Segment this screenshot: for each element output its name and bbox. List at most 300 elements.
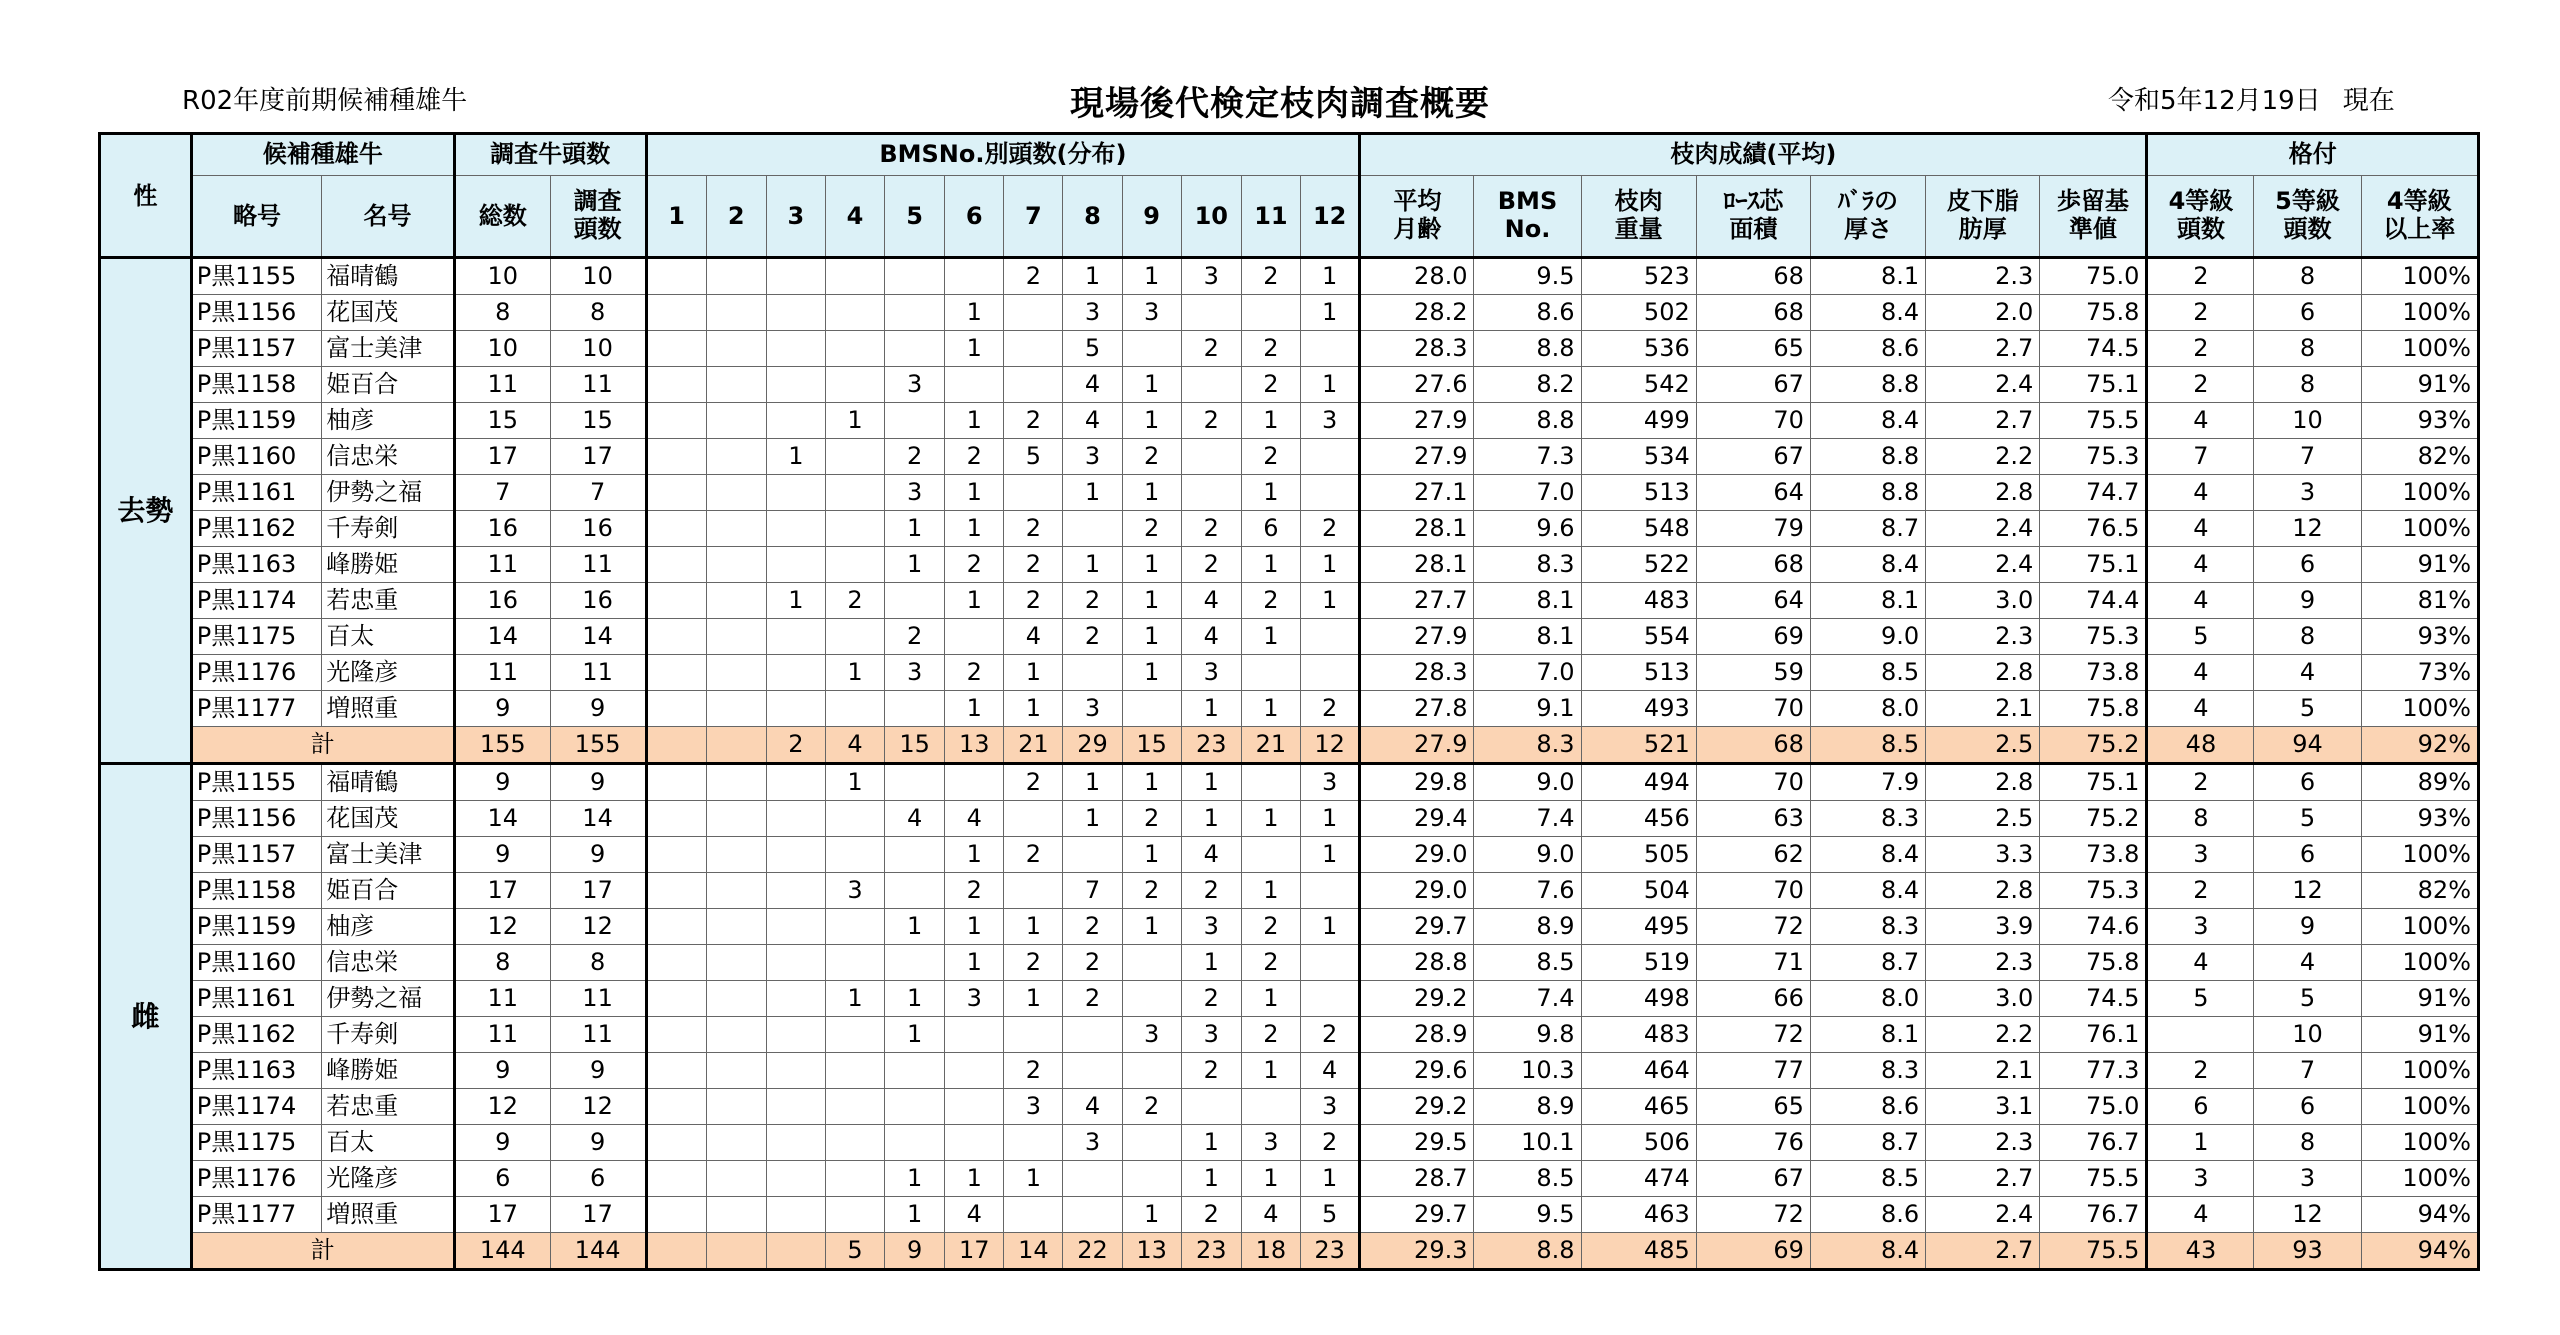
bms-12-count-cell: 1 xyxy=(1301,801,1360,837)
rib-thickness-cell: 8.0 xyxy=(1810,981,1925,1017)
bms-8-count-cell xyxy=(1063,655,1122,691)
yield-cell: 75.0 xyxy=(2040,258,2147,295)
total-count-cell: 9 xyxy=(454,837,550,873)
total-header: 総数 xyxy=(454,176,550,258)
yield-cell: 76.7 xyxy=(2040,1125,2147,1161)
bms-5-count-cell: 1 xyxy=(885,981,945,1017)
sire-name-cell: 柚彦 xyxy=(322,403,455,439)
grade4-plus-rate-cell: 93% xyxy=(2361,801,2478,837)
grade4-plus-rate-cell: 91% xyxy=(2361,981,2478,1017)
bms-3-count-cell xyxy=(766,909,825,945)
bms-4-count-cell xyxy=(825,439,884,475)
bms-7-count-cell: 14 xyxy=(1004,1233,1063,1270)
rib-eye-cell: 64 xyxy=(1696,475,1810,511)
bms-9-count-cell: 1 xyxy=(1122,258,1181,295)
bms-4-count-cell xyxy=(825,1161,884,1197)
bms-2-count-cell xyxy=(706,764,766,801)
sire-abbr-cell: P黒1175 xyxy=(191,1125,322,1161)
bms-2-count-cell xyxy=(706,691,766,727)
rib-thickness-cell: 8.4 xyxy=(1810,873,1925,909)
bms-9-count-cell: 1 xyxy=(1122,403,1181,439)
bms-4-count-cell xyxy=(825,837,884,873)
bms-8-count-cell: 4 xyxy=(1063,367,1122,403)
bms-11-count-cell: 1 xyxy=(1241,1053,1300,1089)
bms-2-count-cell xyxy=(706,583,766,619)
bms-6-count-cell xyxy=(945,764,1004,801)
bms-9-count-cell: 3 xyxy=(1122,295,1181,331)
bms-8-count-cell xyxy=(1063,1017,1122,1053)
bms-4-count-cell: 5 xyxy=(825,1233,884,1270)
sire-name-cell: 若忠重 xyxy=(322,583,455,619)
carcass-weight-cell: 474 xyxy=(1581,1161,1696,1197)
bms-no-cell: 8.9 xyxy=(1474,909,1581,945)
carcass-weight-cell: 519 xyxy=(1581,945,1696,981)
abbr-header: 略号 xyxy=(191,176,322,258)
bms-8-count-cell: 3 xyxy=(1063,1125,1122,1161)
bms-2-count-cell xyxy=(706,727,766,764)
total-label: 計 xyxy=(191,1233,454,1270)
table-row xyxy=(100,1125,2479,1161)
rib-thickness-cell: 8.7 xyxy=(1810,511,1925,547)
bms-no-cell: 10.3 xyxy=(1474,1053,1581,1089)
bms-5-count-cell xyxy=(885,1089,945,1125)
bms-5-count-cell: 2 xyxy=(885,439,945,475)
grade5-count-cell: 7 xyxy=(2254,439,2361,475)
bms-8-count-cell: 1 xyxy=(1063,475,1122,511)
total-count-cell: 9 xyxy=(454,1125,550,1161)
rib-thickness-cell: 8.4 xyxy=(1810,837,1925,873)
bms-8-count-cell: 7 xyxy=(1063,873,1122,909)
bms-1-count-cell xyxy=(646,1233,706,1270)
bms-10-count-cell xyxy=(1181,295,1241,331)
bms-2-count-cell xyxy=(706,475,766,511)
table-row xyxy=(100,331,2479,367)
bms-5-count-cell xyxy=(885,837,945,873)
bms-3-count-cell xyxy=(766,945,825,981)
date-suffix: 現在 xyxy=(2342,86,2395,116)
bms-1-count-cell xyxy=(646,1053,706,1089)
rib-eye-cell: 72 xyxy=(1696,909,1810,945)
bms-no-cell: 9.0 xyxy=(1474,837,1581,873)
bms-8-count-cell xyxy=(1063,837,1122,873)
bms-11-count-cell: 2 xyxy=(1241,945,1300,981)
bms-11-count-cell: 1 xyxy=(1241,691,1300,727)
bms-10-count-cell: 23 xyxy=(1181,1233,1241,1270)
rib-thickness-cell: 8.4 xyxy=(1810,295,1925,331)
bms-10-count-cell: 23 xyxy=(1181,727,1241,764)
header-row-columns xyxy=(100,176,2479,258)
table-row xyxy=(100,403,2479,439)
sire-abbr-cell: P黒1176 xyxy=(191,655,322,691)
bms-1-count-cell xyxy=(646,367,706,403)
table-row xyxy=(100,511,2479,547)
sire-name-cell: 信忠栄 xyxy=(322,439,455,475)
carcass-weight-cell: 483 xyxy=(1581,1017,1696,1053)
bms-no-cell: 7.3 xyxy=(1474,439,1581,475)
grade4-plus-rate-cell: 91% xyxy=(2361,367,2478,403)
sire-abbr-cell: P黒1156 xyxy=(191,801,322,837)
bms-7-count-cell: 1 xyxy=(1004,691,1063,727)
bms-11-count-cell: 1 xyxy=(1241,873,1300,909)
bms-10-count-cell: 3 xyxy=(1181,655,1241,691)
rib-thickness-cell: 8.6 xyxy=(1810,1197,1925,1233)
avg-age-cell: 27.9 xyxy=(1360,403,1474,439)
grade5-count-cell: 4 xyxy=(2254,655,2361,691)
subq-fat-cell: 2.8 xyxy=(1926,655,2040,691)
bms-12-count-cell: 5 xyxy=(1301,1197,1360,1233)
carcass-weight-cell: 542 xyxy=(1581,367,1696,403)
surveyed-count-cell: 16 xyxy=(550,583,646,619)
bms-5-count-cell xyxy=(885,331,945,367)
grade5-count-cell: 9 xyxy=(2254,583,2361,619)
grade5-count-cell: 12 xyxy=(2254,873,2361,909)
sire-abbr-cell: P黒1163 xyxy=(191,547,322,583)
bms-9-count-cell xyxy=(1122,1053,1181,1089)
rib-eye-cell: 64 xyxy=(1696,583,1810,619)
subq-fat-cell: 2.3 xyxy=(1926,619,2040,655)
subq-fat-cell: 2.3 xyxy=(1926,945,2040,981)
grade5-count-cell: 12 xyxy=(2254,511,2361,547)
grade5-count-cell: 10 xyxy=(2254,1017,2361,1053)
grade5-count-cell: 6 xyxy=(2254,547,2361,583)
bms-1-count-cell xyxy=(646,1089,706,1125)
sire-abbr-cell: P黒1162 xyxy=(191,511,322,547)
total-row xyxy=(100,1233,2479,1270)
rib-thickness-cell: 8.3 xyxy=(1810,801,1925,837)
yield-cell: 75.8 xyxy=(2040,691,2147,727)
bms-11-count-cell xyxy=(1241,295,1300,331)
bms-8-count-cell: 22 xyxy=(1063,1233,1122,1270)
subq-fat-cell: 2.8 xyxy=(1926,873,2040,909)
rib-eye-cell: 69 xyxy=(1696,619,1810,655)
sire-abbr-cell: P黒1161 xyxy=(191,475,322,511)
surveyed-header: 調査頭数 xyxy=(550,176,646,258)
total-count-cell: 17 xyxy=(454,873,550,909)
total-count-cell: 12 xyxy=(454,909,550,945)
bms-1-count-cell xyxy=(646,331,706,367)
yield-cell: 74.4 xyxy=(2040,583,2147,619)
bms-10-count-cell xyxy=(1181,475,1241,511)
yield-cell: 75.1 xyxy=(2040,367,2147,403)
carcass-weight-cell: 498 xyxy=(1581,981,1696,1017)
surveyed-count-cell: 144 xyxy=(550,1233,646,1270)
rib-thickness-cell: 8.4 xyxy=(1810,403,1925,439)
bms-10-count-cell: 2 xyxy=(1181,403,1241,439)
bms-no-cell: 8.1 xyxy=(1474,583,1581,619)
bms-11-count-cell: 1 xyxy=(1241,475,1300,511)
bms-2-count-cell xyxy=(706,1197,766,1233)
surveyed-count-cell: 9 xyxy=(550,764,646,801)
bms-7-count-cell xyxy=(1004,801,1063,837)
rib-thickness-cell: 8.7 xyxy=(1810,1125,1925,1161)
carcass-weight-cell: 504 xyxy=(1581,873,1696,909)
rib-eye-cell: 77 xyxy=(1696,1053,1810,1089)
sire-name-cell: 百太 xyxy=(322,1125,455,1161)
bms-11-count-cell xyxy=(1241,764,1300,801)
carcass-weight-cell: 494 xyxy=(1581,764,1696,801)
grade4-plus-rate-cell: 100% xyxy=(2361,331,2478,367)
total-count-cell: 10 xyxy=(454,258,550,295)
grade5-header: 5等級頭数 xyxy=(2254,176,2361,258)
grade4-count-cell xyxy=(2147,1017,2254,1053)
sire-abbr-cell: P黒1158 xyxy=(191,367,322,403)
total-count-cell: 9 xyxy=(454,1053,550,1089)
bms-6-count-cell: 1 xyxy=(945,583,1004,619)
sire-abbr-cell: P黒1162 xyxy=(191,1017,322,1053)
bms-10-count-cell: 2 xyxy=(1181,873,1241,909)
sire-name-cell: 増照重 xyxy=(322,1197,455,1233)
bms-4-count-cell xyxy=(825,258,884,295)
subq-fat-cell: 2.8 xyxy=(1926,475,2040,511)
bms-1-count-cell xyxy=(646,801,706,837)
bms-no-cell: 9.5 xyxy=(1474,258,1581,295)
grade4-count-cell: 2 xyxy=(2147,331,2254,367)
subq-fat-cell: 2.0 xyxy=(1926,295,2040,331)
avg-age-cell: 27.7 xyxy=(1360,583,1474,619)
bms-4-count-cell: 1 xyxy=(825,403,884,439)
rib-thickness-cell: 8.8 xyxy=(1810,475,1925,511)
bms-5-count-cell: 15 xyxy=(885,727,945,764)
sire-abbr-cell: P黒1155 xyxy=(191,258,322,295)
rib-eye-cell: 68 xyxy=(1696,727,1810,764)
sex-header: 性 xyxy=(100,134,192,258)
avg-age-cell: 29.0 xyxy=(1360,837,1474,873)
carcass-weight-cell: 506 xyxy=(1581,1125,1696,1161)
bms-11-header: 11 xyxy=(1241,176,1300,258)
bms-12-count-cell xyxy=(1301,475,1360,511)
bms-7-count-cell: 2 xyxy=(1004,837,1063,873)
bms-1-count-cell xyxy=(646,1161,706,1197)
bms-1-count-cell xyxy=(646,511,706,547)
rib-thickness-cell: 8.7 xyxy=(1810,945,1925,981)
rib-thickness-cell: 8.5 xyxy=(1810,655,1925,691)
bms-no-cell: 8.3 xyxy=(1474,727,1581,764)
avg-age-cell: 27.8 xyxy=(1360,691,1474,727)
bms-12-count-cell: 1 xyxy=(1301,547,1360,583)
bms-5-count-cell: 1 xyxy=(885,1161,945,1197)
carcass-weight-cell: 521 xyxy=(1581,727,1696,764)
bms-2-count-cell xyxy=(706,945,766,981)
bms-8-count-cell xyxy=(1063,1053,1122,1089)
subq-fat-cell: 2.1 xyxy=(1926,691,2040,727)
bms-12-count-cell: 2 xyxy=(1301,1125,1360,1161)
bms-no-cell: 8.6 xyxy=(1474,295,1581,331)
bms-no-cell: 8.5 xyxy=(1474,1161,1581,1197)
bms-7-count-cell: 21 xyxy=(1004,727,1063,764)
sire-name-cell: 福晴鶴 xyxy=(322,258,455,295)
grade5-count-cell: 8 xyxy=(2254,619,2361,655)
bms-4-count-cell xyxy=(825,295,884,331)
bms-11-count-cell xyxy=(1241,655,1300,691)
bms-9-count-cell: 1 xyxy=(1122,764,1181,801)
total-label: 計 xyxy=(191,727,454,764)
bms-7-count-cell: 2 xyxy=(1004,258,1063,295)
grade4-count-cell: 2 xyxy=(2147,1053,2254,1089)
surveyed-count-cell: 11 xyxy=(550,655,646,691)
bms-12-count-cell: 1 xyxy=(1301,1161,1360,1197)
bms-9-count-cell xyxy=(1122,691,1181,727)
bms-7-count-cell xyxy=(1004,1017,1063,1053)
total-count-cell: 8 xyxy=(454,295,550,331)
table-row xyxy=(100,691,2479,727)
grade4-plus-rate-cell: 100% xyxy=(2361,1089,2478,1125)
bms-3-count-cell xyxy=(766,1125,825,1161)
subq-fat-cell: 2.4 xyxy=(1926,511,2040,547)
bms-12-count-cell: 3 xyxy=(1301,403,1360,439)
table-row xyxy=(100,619,2479,655)
bms-6-count-cell: 2 xyxy=(945,873,1004,909)
grade4-plus-rate-cell: 100% xyxy=(2361,1053,2478,1089)
bms-2-count-cell xyxy=(706,547,766,583)
bms-2-count-cell xyxy=(706,837,766,873)
bms-10-count-cell: 4 xyxy=(1181,837,1241,873)
bms-3-count-cell xyxy=(766,619,825,655)
bms-9-count-cell: 2 xyxy=(1122,801,1181,837)
grade4-count-cell: 4 xyxy=(2147,945,2254,981)
table-row xyxy=(100,1017,2479,1053)
bms-7-count-cell: 2 xyxy=(1004,583,1063,619)
grade4-count-cell: 2 xyxy=(2147,258,2254,295)
bms-9-count-cell xyxy=(1122,981,1181,1017)
bms-9-count-cell: 1 xyxy=(1122,583,1181,619)
sire-abbr-cell: P黒1177 xyxy=(191,691,322,727)
rib-eye-cell: 65 xyxy=(1696,331,1810,367)
bms-7-count-cell: 1 xyxy=(1004,655,1063,691)
grade4-count-cell: 4 xyxy=(2147,511,2254,547)
total-count-cell: 12 xyxy=(454,1089,550,1125)
subq-fat-cell: 2.3 xyxy=(1926,258,2040,295)
grade4-count-cell: 3 xyxy=(2147,1161,2254,1197)
carcass-weight-cell: 456 xyxy=(1581,801,1696,837)
bms-10-count-cell: 2 xyxy=(1181,1053,1241,1089)
subq-fat-cell: 2.2 xyxy=(1926,1017,2040,1053)
carcass-weight-cell: 513 xyxy=(1581,475,1696,511)
bms-1-count-cell xyxy=(646,945,706,981)
bms-9-count-cell: 2 xyxy=(1122,873,1181,909)
avg-age-cell: 28.2 xyxy=(1360,295,1474,331)
yield-cell: 75.1 xyxy=(2040,764,2147,801)
bms-5-count-cell: 2 xyxy=(885,619,945,655)
surveyed-count-cell: 9 xyxy=(550,1125,646,1161)
bms-4-count-cell xyxy=(825,331,884,367)
sire-abbr-cell: P黒1163 xyxy=(191,1053,322,1089)
bms-8-count-cell: 5 xyxy=(1063,331,1122,367)
bms-2-count-cell xyxy=(706,981,766,1017)
grade4-count-cell: 8 xyxy=(2147,801,2254,837)
bms-2-count-cell xyxy=(706,439,766,475)
bms-11-count-cell: 1 xyxy=(1241,403,1300,439)
candidate-group-header: 候補種雄牛 xyxy=(191,134,454,176)
grade4-plus-rate-cell: 92% xyxy=(2361,727,2478,764)
bms-4-count-cell: 1 xyxy=(825,764,884,801)
rib-eye-cell: 71 xyxy=(1696,945,1810,981)
surveyed-count-cell: 10 xyxy=(550,331,646,367)
bms-4-count-cell: 1 xyxy=(825,655,884,691)
carcass-group-header: 枝肉成績(平均) xyxy=(1360,134,2147,176)
bms-6-count-cell: 1 xyxy=(945,909,1004,945)
bms-8-count-cell: 2 xyxy=(1063,619,1122,655)
grade5-count-cell: 5 xyxy=(2254,981,2361,1017)
bms-4-count-cell xyxy=(825,1125,884,1161)
grade4-plus-rate-cell: 100% xyxy=(2361,909,2478,945)
carcass-weight-cell: 465 xyxy=(1581,1089,1696,1125)
bms-4-count-cell xyxy=(825,909,884,945)
bms-3-count-cell xyxy=(766,764,825,801)
rib-thickness-cell: 8.5 xyxy=(1810,1161,1925,1197)
bms-9-count-cell xyxy=(1122,945,1181,981)
bms-6-count-cell: 1 xyxy=(945,1161,1004,1197)
grade4-plus-rate-cell: 94% xyxy=(2361,1197,2478,1233)
bms-8-count-cell xyxy=(1063,511,1122,547)
bms-3-count-cell xyxy=(766,655,825,691)
bms-6-count-cell xyxy=(945,1053,1004,1089)
rib-thickness-cell: 8.4 xyxy=(1810,1233,1925,1270)
bms-8-count-cell: 4 xyxy=(1063,1089,1122,1125)
yield-cell: 76.1 xyxy=(2040,1017,2147,1053)
bms-7-count-cell: 2 xyxy=(1004,547,1063,583)
bms-5-count-cell: 4 xyxy=(885,801,945,837)
bms-3-count-cell xyxy=(766,981,825,1017)
bms-4-count-cell xyxy=(825,1017,884,1053)
avg-age-cell: 29.0 xyxy=(1360,873,1474,909)
grade4-count-cell: 2 xyxy=(2147,764,2254,801)
sire-abbr-cell: P黒1155 xyxy=(191,764,322,801)
grade4-plus-rate-cell: 93% xyxy=(2361,619,2478,655)
bms-12-count-cell xyxy=(1301,945,1360,981)
bms-4-count-cell xyxy=(825,511,884,547)
subq-fat-cell: 2.4 xyxy=(1926,547,2040,583)
grade4-plus-rate-cell: 100% xyxy=(2361,475,2478,511)
table-row xyxy=(100,655,2479,691)
bms-10-count-cell: 2 xyxy=(1181,1197,1241,1233)
bms-10-count-cell: 3 xyxy=(1181,909,1241,945)
document-date xyxy=(2108,80,2395,117)
rib-eye-cell: 67 xyxy=(1696,1161,1810,1197)
name-header: 名号 xyxy=(322,176,455,258)
bms-9-count-cell: 2 xyxy=(1122,1089,1181,1125)
avg-age-cell: 29.6 xyxy=(1360,1053,1474,1089)
surveyed-count-cell: 11 xyxy=(550,981,646,1017)
bms-12-count-cell: 1 xyxy=(1301,295,1360,331)
carcass-weight-cell: 483 xyxy=(1581,583,1696,619)
bms-7-count-cell xyxy=(1004,331,1063,367)
table-row xyxy=(100,837,2479,873)
carcass-weight-cell: 534 xyxy=(1581,439,1696,475)
rib-eye-cell: 67 xyxy=(1696,367,1810,403)
surveyed-count-cell: 9 xyxy=(550,691,646,727)
avg-age-cell: 29.7 xyxy=(1360,909,1474,945)
bms-6-count-cell xyxy=(945,619,1004,655)
bms-12-count-cell: 2 xyxy=(1301,691,1360,727)
grade4-count-cell: 5 xyxy=(2147,619,2254,655)
bms-9-count-cell: 1 xyxy=(1122,655,1181,691)
bms-7-count-cell: 2 xyxy=(1004,945,1063,981)
sire-name-cell: 花国茂 xyxy=(322,295,455,331)
bms-1-count-cell xyxy=(646,837,706,873)
rib-thickness-cell: 8.6 xyxy=(1810,331,1925,367)
bms-3-count-cell xyxy=(766,691,825,727)
bms-7-count-cell: 2 xyxy=(1004,403,1063,439)
bms-5-count-cell: 1 xyxy=(885,1017,945,1053)
bms-no-cell: 8.1 xyxy=(1474,619,1581,655)
table-row xyxy=(100,801,2479,837)
sire-name-cell: 峰勝姫 xyxy=(322,1053,455,1089)
bms-12-count-cell: 1 xyxy=(1301,837,1360,873)
rib-thickness-cell: 8.8 xyxy=(1810,367,1925,403)
bms-no-cell: 8.3 xyxy=(1474,547,1581,583)
bms-9-count-cell: 3 xyxy=(1122,1017,1181,1053)
grade5-count-cell: 6 xyxy=(2254,764,2361,801)
